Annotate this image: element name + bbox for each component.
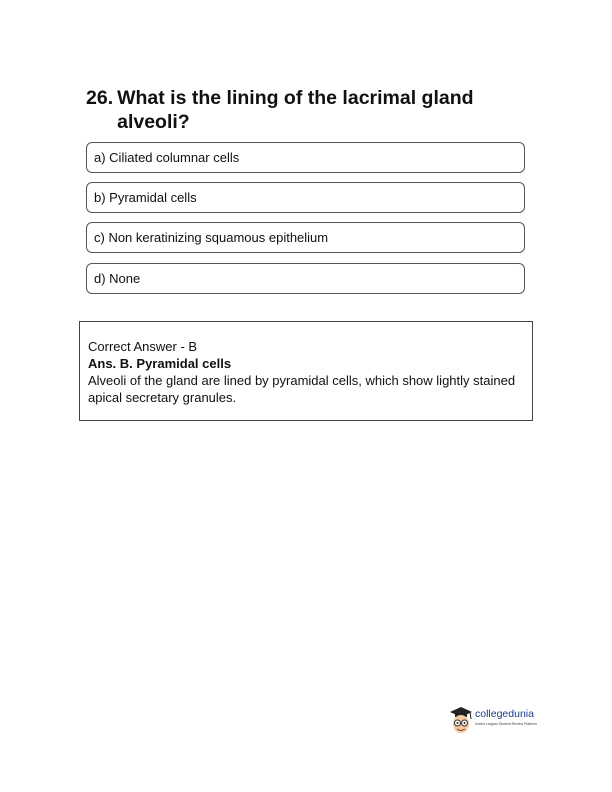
option-d[interactable]: d) None <box>86 263 525 294</box>
option-c[interactable]: c) Non keratinizing squamous epithelium <box>86 222 525 253</box>
answer-box <box>79 321 533 421</box>
question-text: What is the lining of the lacrimal gland alveoli? <box>117 87 474 133</box>
student-mascot-icon <box>448 704 474 738</box>
answer-explanation: Alveoli of the gland are lined by pyramidal cells, which show lightly stained apical secretary granules. <box>88 373 516 405</box>
option-a[interactable]: a) Ciliated columnar cells <box>86 142 525 173</box>
answer-heading: Ans. B. Pyramidal cells <box>88 356 232 371</box>
question-number: 26. <box>86 87 114 109</box>
correct-answer-line: Correct Answer - B <box>88 339 198 354</box>
logo-brand-text: collegedunia <box>475 708 534 720</box>
collegedunia-logo <box>448 704 548 740</box>
question <box>86 86 526 134</box>
logo-tagline: India's Largest Student Review Platform <box>475 722 538 726</box>
option-b[interactable]: b) Pyramidal cells <box>86 182 525 213</box>
